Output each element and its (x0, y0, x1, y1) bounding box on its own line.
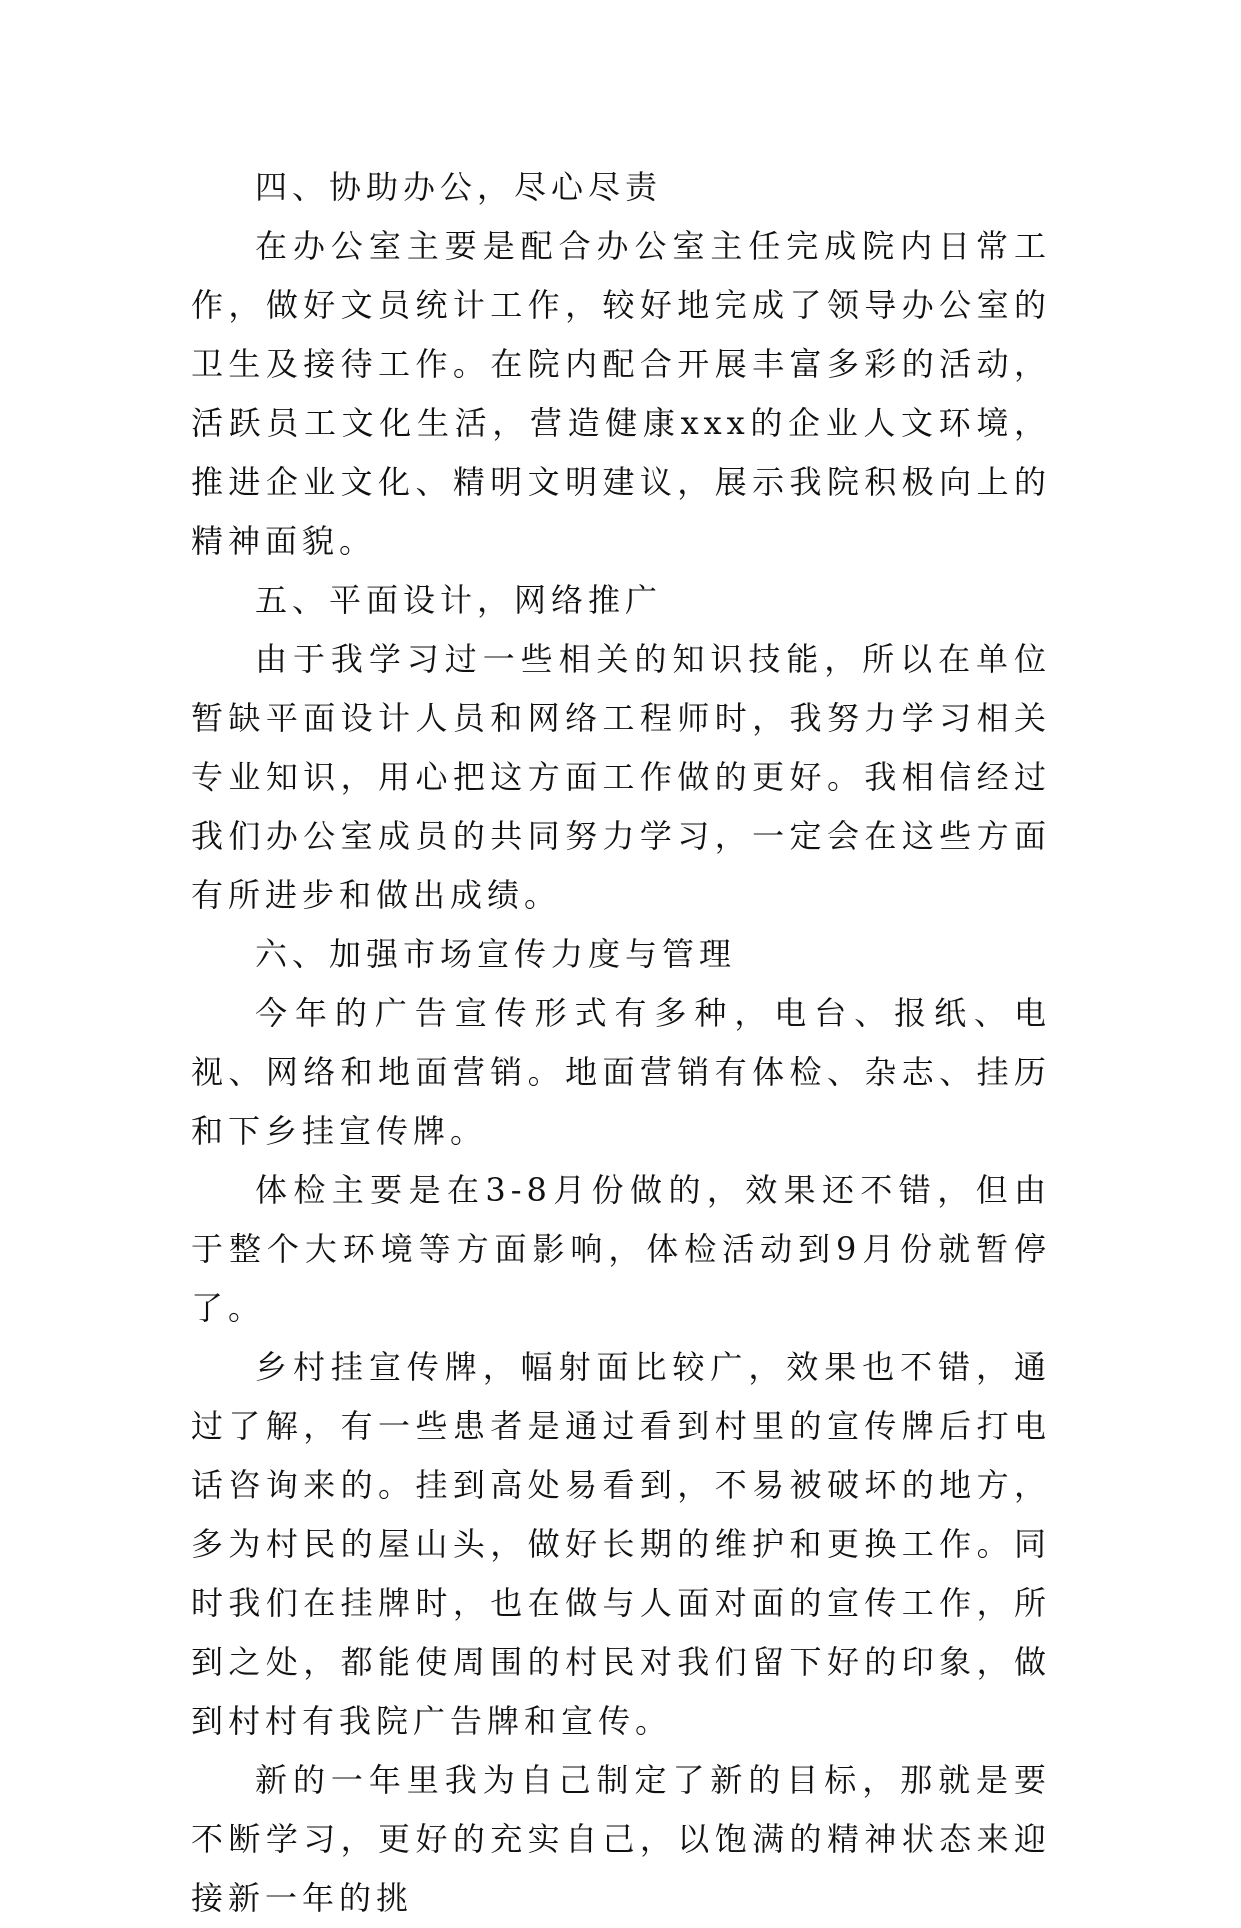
section-heading-graphic-design: 五、平面设计，网络推广 (255, 581, 663, 619)
section-heading-marketing: 六、加强市场宣传力度与管理 (255, 935, 737, 973)
section-heading-assist-office: 四、协助办公，尽心尽责 (255, 168, 663, 206)
paragraph-health-checks: 体检主要是在3-8月份做的，效果还不错，但由于整个大环境等方面影响，体检活动到9月份就暂停了。 (191, 1171, 1051, 1327)
paragraph-office-work: 在办公室主要是配合办公室主任完成院内日常工作，做好文员统计工作，较好地完成了领导办公室的卫生及接待工作。在院内配合开展丰富多彩的活动，活跃员工文化生活，营造健康xxx的企业人文环境，推进企业文化、精明文明建议，展示我院积极向上的精神面貌。 (191, 227, 1051, 560)
paragraph-advertising-forms: 今年的广告宣传形式有多种，电台、报纸、电视、网络和地面营销。地面营销有体检、杂志、挂历和下乡挂宣传牌。 (191, 994, 1051, 1150)
paragraph-design-skills: 由于我学习过一些相关的知识技能，所以在单位暂缺平面设计人员和网络工程师时，我努力学习相关专业知识，用心把这方面工作做的更好。我相信经过我们办公室成员的共同努力学习，一定会在这些方面有所进步和做出成绩。 (191, 640, 1051, 914)
paragraph-new-year-goals: 新的一年里我为自己制定了新的目标，那就是要不断学习，更好的充实自己，以饱满的精神状态来迎接新一年的挑 (191, 1761, 1051, 1917)
paragraph-village-signs: 乡村挂宣传牌，幅射面比较广，效果也不错，通过了解，有一些患者是通过看到村里的宣传牌后打电话咨询来的。挂到高处易看到，不易被破坏的地方，多为村民的屋山头，做好长期的维护和更换工作。同时我们在挂牌时，也在做与人面对面的宣传工作，所到之处，都能使周围的村民对我们留下好的印象，做到村村有我院广告牌和宣传。 (191, 1348, 1051, 1740)
document-body (191, 158, 1051, 1928)
